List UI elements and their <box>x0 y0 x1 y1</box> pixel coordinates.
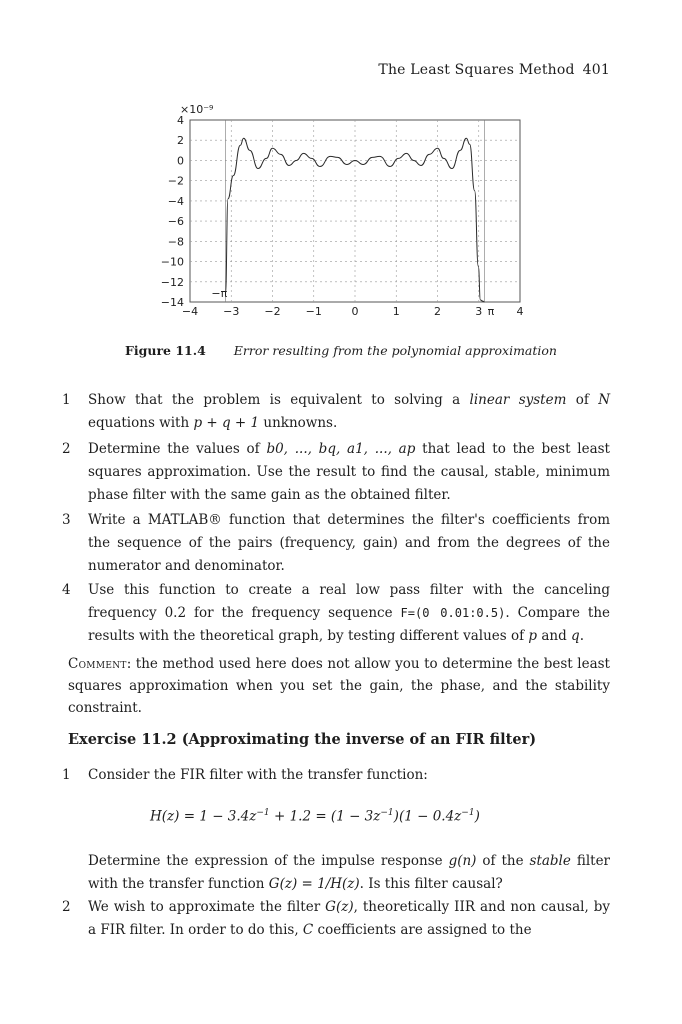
item-text <box>88 509 610 578</box>
annotation-minus-pi: −π <box>211 286 228 300</box>
item-number: 1 <box>62 767 71 783</box>
y-tick-label: 4 <box>177 114 184 127</box>
item-text-part: and <box>537 628 572 644</box>
equation-exponent: −1 <box>461 808 475 818</box>
figure-caption-text: Error resulting from the polynomial approximation <box>233 343 557 358</box>
y-tick-label: 2 <box>177 134 184 148</box>
y-tick-label: −6 <box>167 215 184 229</box>
item-text-part: of the <box>476 853 530 869</box>
x-tick-label: −3 <box>223 305 240 318</box>
item-text-part: equations with <box>88 415 194 431</box>
equation-exponent: −1 <box>380 808 394 818</box>
x-tick-label: −2 <box>264 305 281 318</box>
item-number: 2 <box>62 441 71 457</box>
item-math: N <box>598 392 611 408</box>
y-scale-label: ×10⁻⁹ <box>180 103 214 116</box>
item-text <box>88 896 610 942</box>
y-tick-label: −8 <box>167 235 184 249</box>
figure-caption <box>0 343 682 358</box>
x-tick-label: 2 <box>434 305 441 318</box>
list-item <box>62 764 610 787</box>
equation-part: + 1.2 = (1 − 3z <box>269 808 381 825</box>
y-tick-label: −4 <box>167 194 184 208</box>
item-number: 2 <box>62 899 71 915</box>
page-number: 401 <box>582 62 610 78</box>
item-math: G(z) <box>325 899 354 915</box>
item-math: C <box>302 922 314 938</box>
list-item <box>62 896 610 942</box>
y-tick-label: −2 <box>167 174 184 188</box>
item-text <box>88 850 610 896</box>
y-tick-label: 0 <box>177 154 184 168</box>
list-item <box>88 850 610 896</box>
item-math: linear system <box>469 392 567 408</box>
code-snippet: F=(0 0.01:0.5) <box>400 606 506 620</box>
item-text-part: Show that the problem is equivalent to solving a <box>88 392 470 408</box>
equation-part: H(z) = 1 − 3.4z <box>150 808 257 825</box>
equation-part: ) <box>474 808 480 825</box>
comment-paragraph <box>68 653 610 719</box>
exercise-heading: Exercise 11.2 (Approximating the inverse of an FIR filter) <box>68 731 537 748</box>
y-tick-label: −10 <box>160 255 184 269</box>
equation-exponent: −1 <box>256 808 270 818</box>
item-number: 3 <box>62 512 71 528</box>
running-head <box>378 62 610 78</box>
item-text <box>88 579 610 648</box>
item-math: b0, ..., bq, a1, ..., ap <box>266 441 416 457</box>
item-text-part: We wish to approximate the filter <box>88 899 326 915</box>
running-head-title: The Least Squares Method <box>378 62 575 78</box>
list-item <box>62 389 611 435</box>
item-text <box>88 438 610 507</box>
item-text-part: . <box>579 628 584 644</box>
item-math: p <box>528 628 538 644</box>
item-math: stable <box>529 853 571 869</box>
x-tick-label: 3 <box>475 305 483 318</box>
comment-text: : the method used here does not allow you to determine the best least squares approximation when you set the gain, the phase, and the stability constraint. <box>68 656 610 716</box>
matlab-name: MATLAB® <box>147 512 222 528</box>
item-text-part: unknowns. <box>259 415 338 431</box>
figure-label: Figure 11.4 <box>125 343 206 358</box>
annotation-pi: π <box>487 305 495 318</box>
item-text-part: function that determines the filter's coefficients from the sequence of the pairs (frequency, gain) and from the degrees of the numerator and denominator. <box>88 512 610 574</box>
item-text <box>88 389 610 435</box>
transfer-function-equation <box>150 808 480 825</box>
item-text-part: . Is this filter causal? <box>359 876 503 892</box>
item-math: g(n) <box>448 853 477 869</box>
item-text-part: Determine the expression of the impulse response <box>88 853 449 869</box>
item-math: p + q + 1 <box>193 415 260 431</box>
item-text-part: Determine the values of <box>88 441 267 457</box>
item-text-part: coefficients are assigned to the <box>313 922 532 938</box>
list-item <box>62 579 611 648</box>
list-item <box>62 509 610 578</box>
item-text-part: that lead to the best least squares approximation. Use the result to find the causal, stable, minimum phase filter with the same gain as the obtained filter. <box>88 441 610 503</box>
item-text: Consider the FIR filter with the transfer function: <box>88 767 428 783</box>
item-text-part: of <box>566 392 599 408</box>
list-item <box>62 438 610 507</box>
item-number: 1 <box>62 392 71 408</box>
x-tick-label: 1 <box>392 305 400 318</box>
item-math: G(z) = 1/H(z) <box>268 876 360 892</box>
x-tick-label: −4 <box>181 305 199 318</box>
y-tick-label: −14 <box>160 296 184 309</box>
item-text-part: . Compare the results with the theoretical graph, by testing different values of <box>88 605 611 644</box>
y-tick-label: −12 <box>160 275 184 289</box>
item-text-part: filter with the transfer function <box>88 853 611 892</box>
item-text-part: Write a <box>88 512 148 528</box>
comment-label: Comment <box>68 656 127 672</box>
item-text-part: , theoretically IIR and non causal, by a FIR filter. In order to do this, <box>88 899 610 938</box>
equation-part: )(1 − 0.4z <box>393 808 462 825</box>
item-math: q <box>571 628 580 644</box>
error-plot <box>150 100 550 326</box>
x-tick-label: −1 <box>305 305 322 318</box>
item-number: 4 <box>62 582 71 598</box>
x-tick-label: 4 <box>516 305 524 318</box>
item-text-part: Use this function to create a real low pass filter with the canceling frequency 0.2 for the frequency sequence <box>88 582 610 621</box>
x-tick-label: 0 <box>351 305 359 318</box>
